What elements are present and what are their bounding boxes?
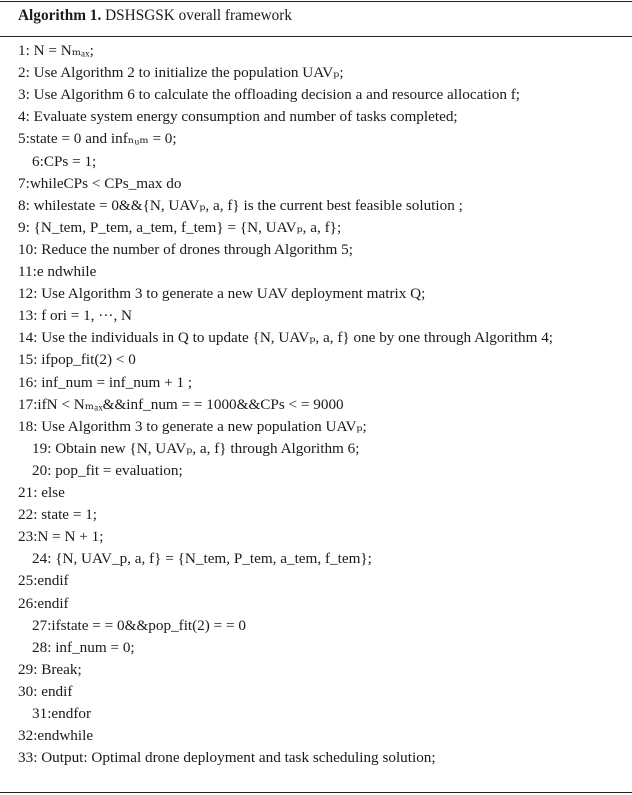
step-line: 26:endif — [18, 594, 69, 612]
step-line: 31:endfor — [32, 705, 92, 722]
step-line: 29: Break; — [18, 660, 82, 678]
bottom-rule — [0, 792, 632, 793]
caption-title: DSHSGSK overall framework — [105, 7, 293, 24]
step-line: 16: inf_num = inf_num + 1 ; — [18, 373, 193, 391]
step-line: 2: Use Algorithm 2 to initialize the population UAVₚ; — [18, 64, 344, 82]
algorithm-caption — [18, 6, 292, 26]
top-rule — [0, 1, 632, 2]
step-line: 9: {N_tem, P_tem, a_tem, f_tem} = {N, UAVₚ, a, f}; — [18, 218, 342, 236]
step-line: 4: Evaluate system energy consumption and number of tasks completed; — [18, 108, 458, 126]
step-line: 15: ifpop_fit(2) < 0 — [18, 351, 136, 369]
step-line: 12: Use Algorithm 3 to generate a new UAV deployment matrix Q; — [18, 285, 426, 303]
step-line: 22: state = 1; — [18, 506, 98, 524]
step-line: 27:ifstate = = 0&&pop_fit(2) = = 0 — [32, 616, 246, 634]
step-line: 3: Use Algorithm 6 to calculate the offloading decision a and resource allocation f; — [18, 86, 521, 104]
step-line: 8: whilestate = 0&&{N, UAVₚ, a, f} is the current best feasible solution ; — [18, 196, 463, 214]
step-line: 5:state = 0 and infₙᵤₘ = 0; — [18, 130, 177, 148]
step-line: 18: Use Algorithm 3 to generate a new population UAVₚ; — [18, 417, 367, 435]
caption-label: Algorithm 1. — [18, 7, 102, 24]
step-line: 32:endwhile — [18, 727, 94, 745]
step-line: 1: N = Nₘₐₓ; — [18, 42, 94, 59]
step-line: 24: {N, UAV_p, a, f} = {N_tem, P_tem, a_tem, f_tem}; — [32, 550, 372, 568]
step-line: 30: endif — [18, 682, 73, 700]
step-line: 25:endif — [18, 572, 69, 590]
step-line: 17:ifN < Nₘₐₓ&&inf_num = = 1000&&CPs < = 9000 — [18, 395, 344, 413]
step-line: 14: Use the individuals in Q to update {N, UAVₚ, a, f} one by one through Algorithm 4; — [18, 329, 554, 347]
step-line: 23:N = N + 1; — [18, 528, 104, 546]
step-line: 19: Obtain new {N, UAVₚ, a, f} through Algorithm 6; — [32, 439, 360, 457]
step-line: 21: else — [18, 484, 65, 501]
step-line: 7:whileCPs < CPs_max do — [18, 174, 182, 192]
step-line: 11:e ndwhile — [18, 263, 97, 280]
step-line: 20: pop_fit = evaluation; — [32, 461, 183, 479]
caption-rule — [0, 36, 632, 37]
step-line: 28: inf_num = 0; — [32, 638, 135, 656]
step-line: 6:CPs = 1; — [32, 152, 97, 170]
step-line: 10: Reduce the number of drones through Algorithm 5; — [18, 240, 353, 258]
step-line: 33: Output: Optimal drone deployment and task scheduling solution; — [18, 749, 436, 767]
step-line: 13: f ori = 1, ···, N — [18, 307, 133, 325]
